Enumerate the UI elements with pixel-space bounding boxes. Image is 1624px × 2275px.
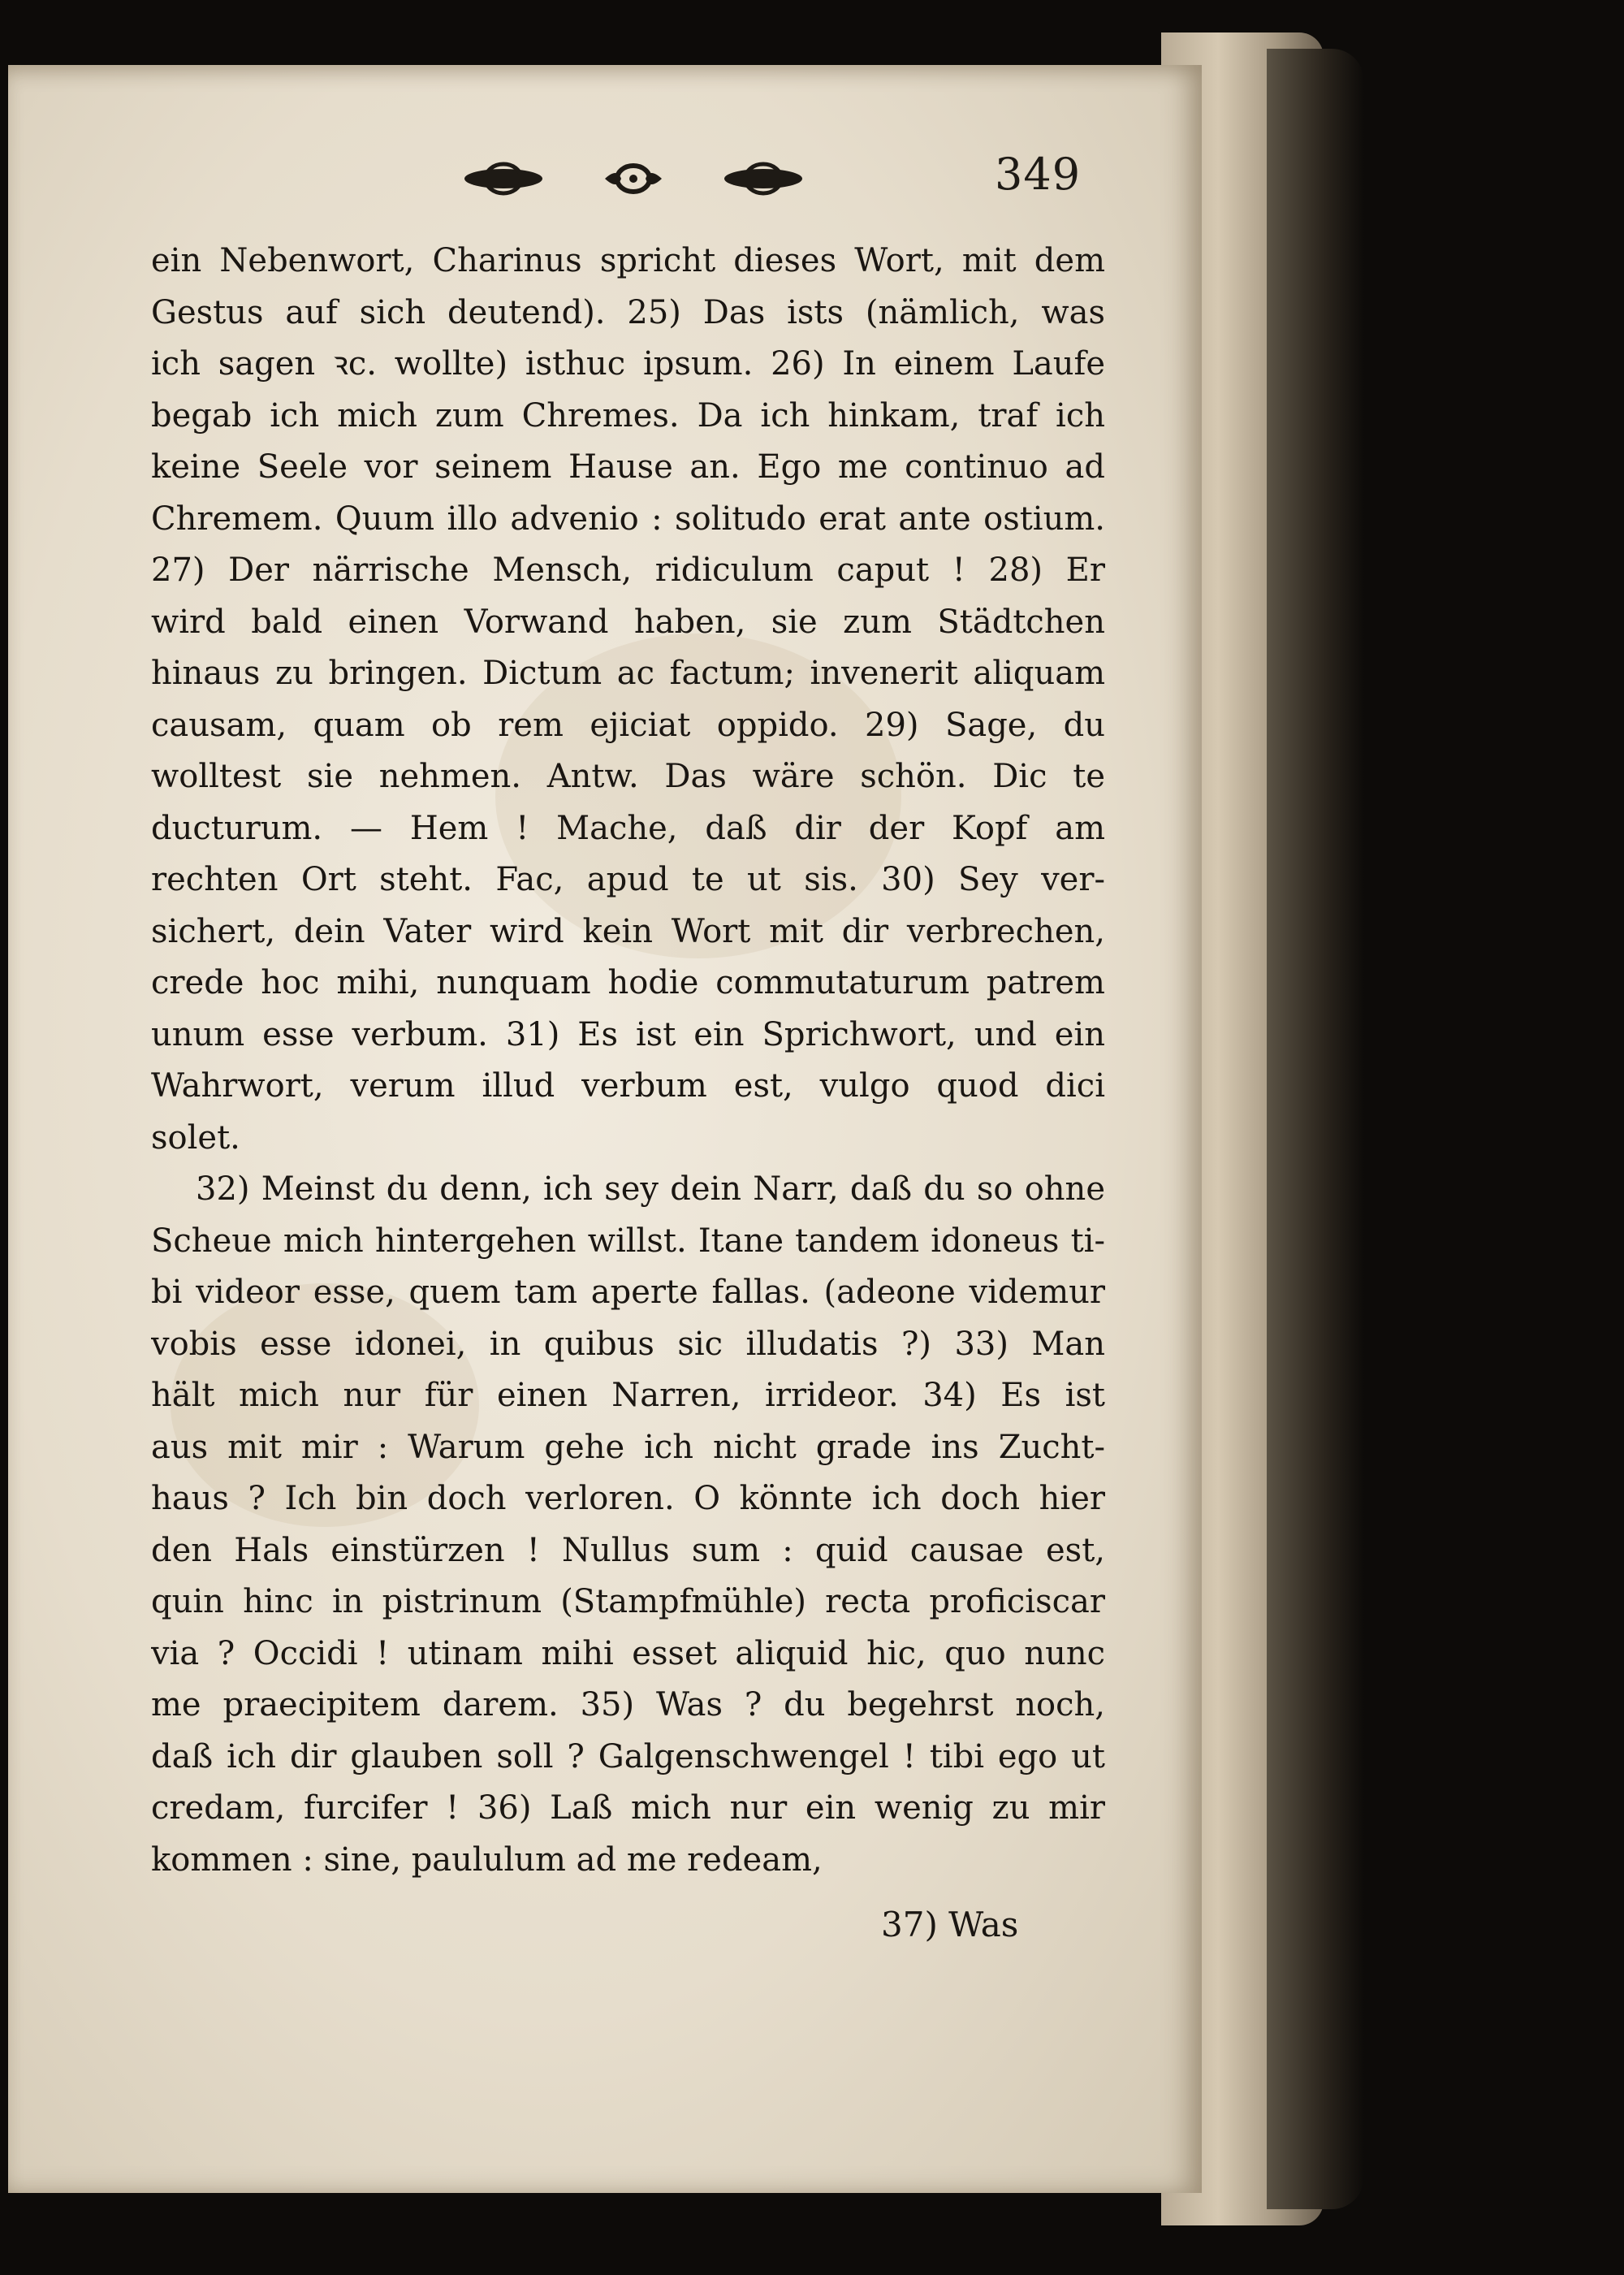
text-line: rechten Ort steht. Fac, apud te ut sis. 30) Sey ver- (151, 861, 1105, 898)
text-line: daß ich dir glauben soll ? Galgenschwengel ! tibi ego ut (151, 1737, 1105, 1775)
text-line: ein Nebenwort, Charinus spricht dieses Wort, mit dem (151, 242, 1105, 279)
text-line: Scheue mich hintergehen willst. Itane tandem idoneus ti- (151, 1222, 1105, 1260)
text-line: ich sagen ꝛc. wollte) isthuc ipsum. 26) In einem Laufe (151, 345, 1105, 383)
text-line: hält mich nur für einen Narren, irrideor. 34) Es ist (151, 1377, 1105, 1414)
text-line: sichert, dein Vater wird kein Wort mit dir verbrechen, (151, 912, 1105, 950)
text-line: 27) Der närrische Mensch, ridiculum caput ! 28) Er (151, 551, 1105, 589)
text-line: ducturum. — Hem ! Mache, daß dir der Kopf am (151, 809, 1105, 847)
text-line: via ? Occidi ! utinam mihi esset aliquid hic, quo nunc (151, 1634, 1105, 1672)
text-line: crede hoc mihi, nunquam hodie commutaturum patrem (151, 964, 1105, 1001)
text-line: hinaus zu bringen. Dictum ac factum; invenerit aliquam (151, 655, 1105, 692)
text-line: aus mit mir : Warum gehe ich nicht grade ins Zucht- (151, 1428, 1105, 1466)
page-number: 349 (995, 149, 1082, 200)
text-line: den Hals einstürzen ! Nullus sum : quid causae est, (151, 1531, 1105, 1569)
text-line: vobis esse idonei, in quibus sic illudatis ?) 33) Man (151, 1325, 1105, 1363)
page-body (151, 236, 1105, 1886)
text-line: begab ich mich zum Chremes. Da ich hinkam, traf ich (151, 396, 1105, 435)
text-line: bi videor esse, quem tam aperte fallas. (adeone videmur (151, 1274, 1105, 1311)
text-line: 32) Meinst du denn, ich sey dein Narr, daß du so ohne (196, 1170, 1105, 1208)
text-line: credam, furcifer ! 36) Laß mich nur ein wenig zu mir (151, 1789, 1105, 1827)
text-line: haus ? Ich bin doch verloren. O könnte ich doch hier (151, 1480, 1105, 1517)
text-line: wird bald einen Vorwand haben, sie zum Städtchen (151, 603, 1105, 641)
text-line: unum esse verbum. 31) Es ist ein Sprichwort, und ein (151, 1015, 1105, 1053)
text-line: me praecipitem darem. 35) Was ? du begehrst noch, (151, 1686, 1105, 1724)
text-line: kommen : sine, paululum ad me redeam, (151, 1840, 823, 1879)
text-line: wolltest sie nehmen. Antw. Das wäre schön. Dic te (151, 758, 1105, 795)
page-header (422, 142, 1088, 215)
catchword: 37) Was (881, 1905, 1019, 1944)
text-line: Gestus auf sich deutend). 25) Das ists (nämlich, was (151, 293, 1105, 331)
text-line: Chremem. Quum illo advenio : solitudo erat ante ostium. (151, 500, 1105, 538)
text-line: keine Seele vor seinem Hause an. Ego me continuo ad (151, 448, 1105, 486)
printer-ornament-icon (455, 154, 812, 203)
text-line: Wahrwort, verum illud verbum est, vulgo quod dici (151, 1067, 1105, 1105)
text-line: causam, quam ob rem ejiciat oppido. 29) Sage, du (151, 706, 1105, 744)
book-cover-edge (1267, 49, 1364, 2209)
text-line: quin hinc in pistrinum (Stampfmühle) recta proficiscar (151, 1583, 1105, 1620)
text-line: solet. (151, 1118, 240, 1157)
